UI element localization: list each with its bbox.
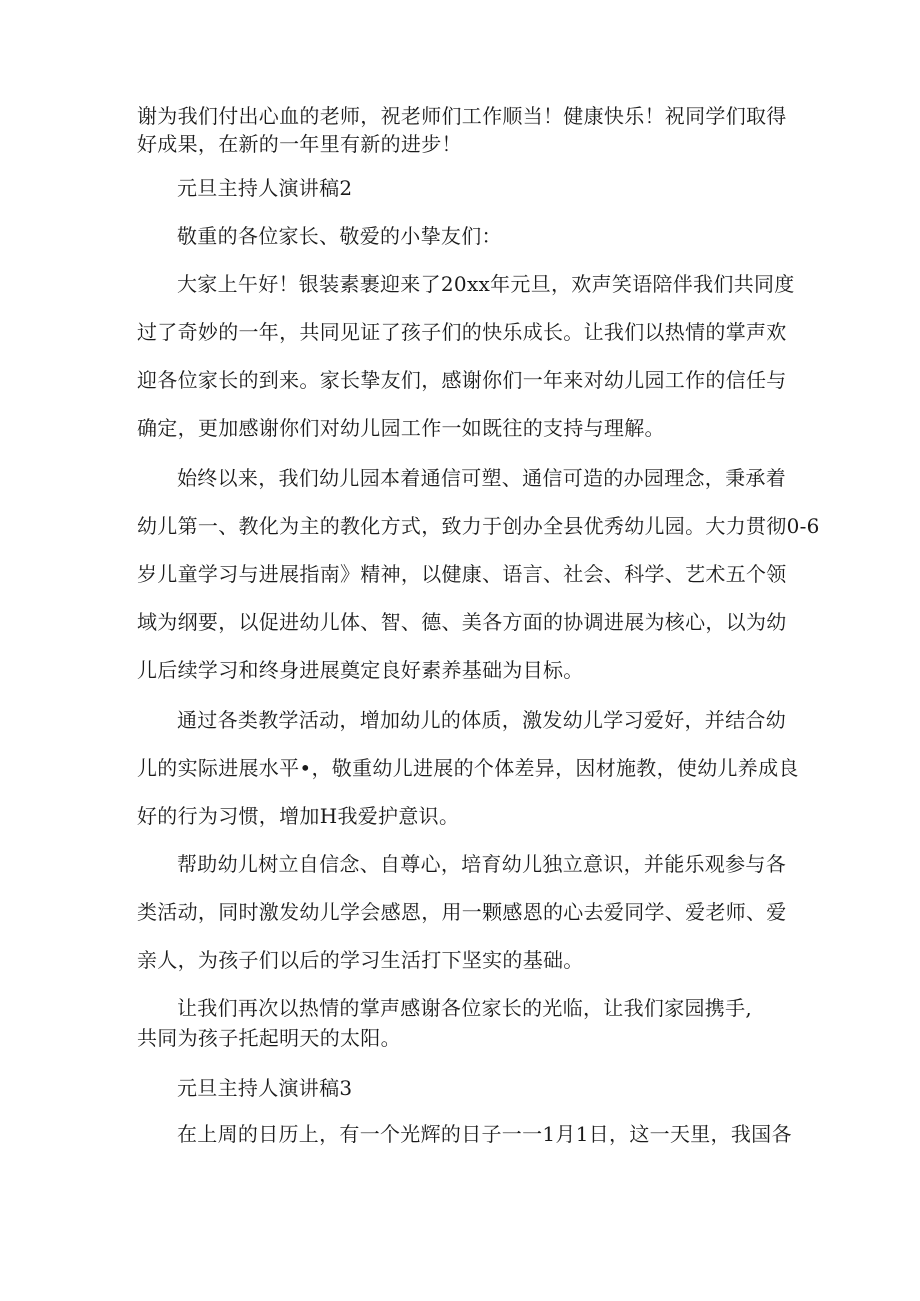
section-heading: 元旦主持人演讲稿2 <box>177 176 353 200</box>
paragraph-line: 类活动，同时激发幼儿学会感恩，用一颗感恩的心去爱同学、爱老师、爱 <box>137 900 787 924</box>
salutation: 敬重的各位家长、敬爱的小挚友们： <box>177 224 502 248</box>
paragraph-line: 让我们再次以热情的掌声感谢各位家长的光临，让我们家园携手, <box>177 996 753 1020</box>
paragraph-line: 始终以来，我们幼儿园本着通信可塑、通信可造的办园理念，秉承着 <box>177 466 786 490</box>
paragraph-line: 幼儿第一、教化为主的教化方式，致力于创办全县优秀幼儿园。大力贯彻0-6 <box>137 514 820 538</box>
paragraph-line: 确定，更加感谢你们对幼儿园工作一如既往的支持与理解。 <box>137 416 665 440</box>
paragraph-line: 大家上午好！银装素裹迎来了20xx年元旦，欢声笑语陪伴我们共同度 <box>177 272 795 296</box>
paragraph-line: 好成果，在新的一年里有新的进步！ <box>137 132 462 156</box>
paragraph-line: 谢为我们付出心血的老师，祝老师们工作顺当！健康快乐！祝同学们取得 <box>137 104 787 128</box>
paragraph-line: 通过各类教学活动，增加幼儿的体质，激发幼儿学习爱好，并结合幼 <box>177 708 786 732</box>
paragraph-line: 在上周的日历上，有一个光辉的日子一一1月1日，这一天里，我国各 <box>177 1122 792 1146</box>
paragraph-line: 亲人，为孩子们以后的学习生活打下坚实的基础。 <box>137 948 584 972</box>
section-heading: 元旦主持人演讲稿3 <box>177 1076 353 1100</box>
paragraph-line: 帮助幼儿树立自信念、自尊心，培育幼儿独立意识，并能乐观参与各 <box>177 852 786 876</box>
paragraph-line: 儿的实际进展水平•，敬重幼儿进展的个体差异，因材施教，使幼儿养成良 <box>137 756 799 780</box>
paragraph-line: 好的行为习惯，增加H我爱护意识。 <box>137 804 460 828</box>
paragraph-line: 岁儿童学习与进展指南》精神，以健康、语言、社会、科学、艺术五个领 <box>137 562 787 586</box>
paragraph-line: 共同为孩子托起明天的太阳。 <box>137 1026 401 1050</box>
paragraph-line: 域为纲要，以促进幼儿体、智、德、美各方面的协调进展为核心，以为幼 <box>137 610 787 634</box>
paragraph-line: 迎各位家长的到来。家长挚友们，感谢你们一年来对幼儿园工作的信任与 <box>137 368 787 392</box>
paragraph-line: 过了奇妙的一年，共同见证了孩子们的快乐成长。让我们以热情的掌声欢 <box>137 320 787 344</box>
paragraph-line: 儿后续学习和终身进展奠定良好素养基础为目标。 <box>137 658 584 682</box>
